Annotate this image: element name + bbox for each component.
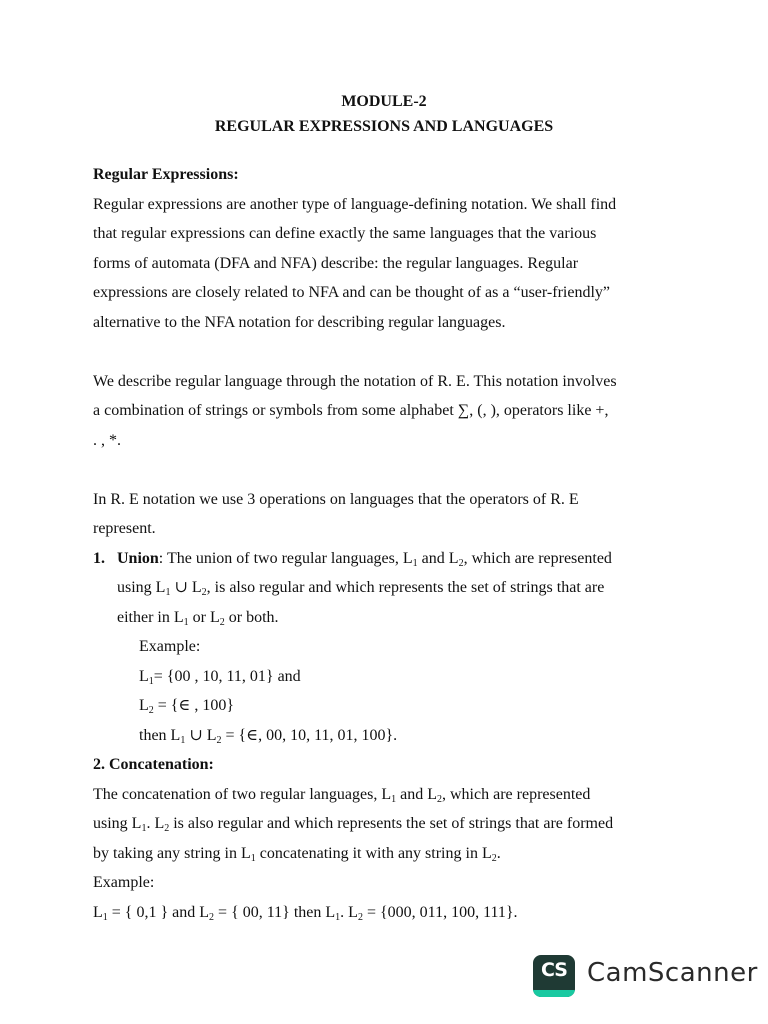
text: ∪ <box>170 579 192 596</box>
text: , which are represented <box>442 785 591 803</box>
subscript: 2 <box>437 793 442 805</box>
subscript: 1 <box>250 852 256 864</box>
text: either in <box>117 608 174 626</box>
text: = {00 , 10, 11, 01} and <box>153 667 301 685</box>
symbol-L: L <box>131 815 142 832</box>
paragraph-line: a combination of strings or symbols from some alphabet ∑, (, ), operators like +, <box>93 402 609 419</box>
symbol-L: L <box>448 549 459 567</box>
symbol-L: L <box>481 844 492 862</box>
subscript: 1 <box>391 793 397 805</box>
text: , is also regular and which represents the set of strings that are <box>206 579 605 596</box>
symbol-L: L <box>206 726 217 744</box>
concat-line-2 <box>93 809 675 839</box>
logo-text: CS <box>541 959 567 981</box>
section-heading-concatenation: 2. Concatenation: <box>93 756 214 773</box>
paragraph-line: represent. <box>93 520 156 537</box>
concat-line-1 <box>93 780 675 810</box>
module-title: REGULAR EXPRESSIONS AND LANGUAGES <box>214 118 554 135</box>
symbol-L: L <box>325 903 336 921</box>
subscript: 1 <box>335 911 341 923</box>
symbol-L: L <box>170 726 181 744</box>
subscript: 2 <box>219 616 225 628</box>
symbol-L: L <box>209 608 220 626</box>
text: . <box>340 903 349 921</box>
union-example-label: Example: <box>139 638 201 655</box>
paragraph-line: alternative to the NFA notation for describing regular languages. <box>93 313 506 331</box>
text: ∪ <box>185 726 207 744</box>
text: or <box>188 608 210 626</box>
text: = { 0,1 } and <box>107 903 200 921</box>
union-label: Union <box>117 549 159 567</box>
paragraph-line: that regular expressions can define exactly the same languages that the various <box>93 225 597 242</box>
text: , which are represented <box>463 549 612 567</box>
list-number: 1. <box>93 549 105 567</box>
subscript: 2 <box>148 705 154 716</box>
paragraph-line: expressions are closely related to NFA and can be thought of as a “user-friendly” <box>93 284 610 301</box>
subscript: 1 <box>141 823 147 834</box>
paragraph-line: forms of automata (DFA and NFA) describe: the regular languages. Regular <box>93 254 579 272</box>
union-line-3 <box>93 603 675 633</box>
subscript: 2 <box>357 911 363 923</box>
text: = {∈ , 100} <box>153 697 235 714</box>
text: using <box>93 815 132 832</box>
camscanner-watermark: CamScanner <box>587 958 758 988</box>
concat-example-label: Example: <box>93 874 155 891</box>
module-heading: MODULE-2 <box>341 93 427 110</box>
text: . <box>146 815 155 832</box>
text: : The union of two regular languages, <box>158 549 403 567</box>
subscript: 2 <box>216 734 222 746</box>
text: = {000, 011, 100, 111}. <box>362 903 518 921</box>
text: by taking any string in <box>93 844 241 862</box>
symbol-L: L <box>199 903 210 921</box>
symbol-L: L <box>155 579 166 596</box>
text: = {∈, 00, 10, 11, 01, 100}. <box>221 726 398 744</box>
symbol-L: L <box>427 785 437 803</box>
logo-accent-bar <box>533 990 575 997</box>
symbol-L: L <box>348 903 358 921</box>
union-line-1 <box>93 544 675 574</box>
union-example-line-3 <box>93 721 675 751</box>
text: concatenating it with any string in <box>255 844 482 862</box>
subscript: 2 <box>164 823 170 834</box>
subscript: 2 <box>491 852 497 864</box>
text: using <box>117 579 156 596</box>
subscript: 2 <box>209 911 215 923</box>
text: and <box>396 785 428 803</box>
subscript: 2 <box>201 587 207 598</box>
symbol-L: L <box>402 549 413 567</box>
symbol-L: L <box>139 667 149 685</box>
text: . <box>496 844 501 862</box>
paragraph-line: Regular expressions are another type of language-defining notation. We shall find <box>93 195 617 213</box>
subscript: 1 <box>412 557 418 569</box>
text: The concatenation of two regular languages, <box>93 785 382 803</box>
union-line-2 <box>93 573 675 603</box>
subscript: 1 <box>180 734 186 746</box>
union-example-line-1 <box>93 662 675 692</box>
symbol-L: L <box>154 815 165 832</box>
subscript: 1 <box>148 675 154 687</box>
text: or both. <box>224 608 279 626</box>
document-body <box>93 160 675 927</box>
union-example-line-2 <box>93 691 675 721</box>
paragraph-line: . , *. <box>93 431 121 449</box>
subscript: 1 <box>102 911 108 923</box>
symbol-L: L <box>240 844 251 862</box>
symbol-L: L <box>191 579 202 596</box>
paragraph-line: We describe regular language through the notation of R. E. This notation involves <box>93 372 617 390</box>
spacer <box>93 455 675 485</box>
symbol-L: L <box>139 697 149 714</box>
section-heading-regular-expressions: Regular Expressions: <box>93 166 239 183</box>
subscript: 2 <box>458 557 464 569</box>
symbol-L: L <box>93 903 103 921</box>
spacer <box>93 337 675 367</box>
symbol-L: L <box>381 785 392 803</box>
text: then <box>139 726 171 744</box>
text: and <box>417 549 449 567</box>
text: is also regular and which represents the set of strings that are formed <box>169 815 614 832</box>
concat-example-line <box>93 898 675 928</box>
paragraph-line: In R. E notation we use 3 operations on languages that the operators of R. E <box>93 490 579 508</box>
concat-line-3 <box>93 839 675 869</box>
subscript: 1 <box>165 587 171 598</box>
text: = { 00, 11} then <box>214 903 326 921</box>
camscanner-logo-icon <box>533 955 575 997</box>
symbol-L: L <box>173 608 184 626</box>
subscript: 1 <box>183 616 189 628</box>
